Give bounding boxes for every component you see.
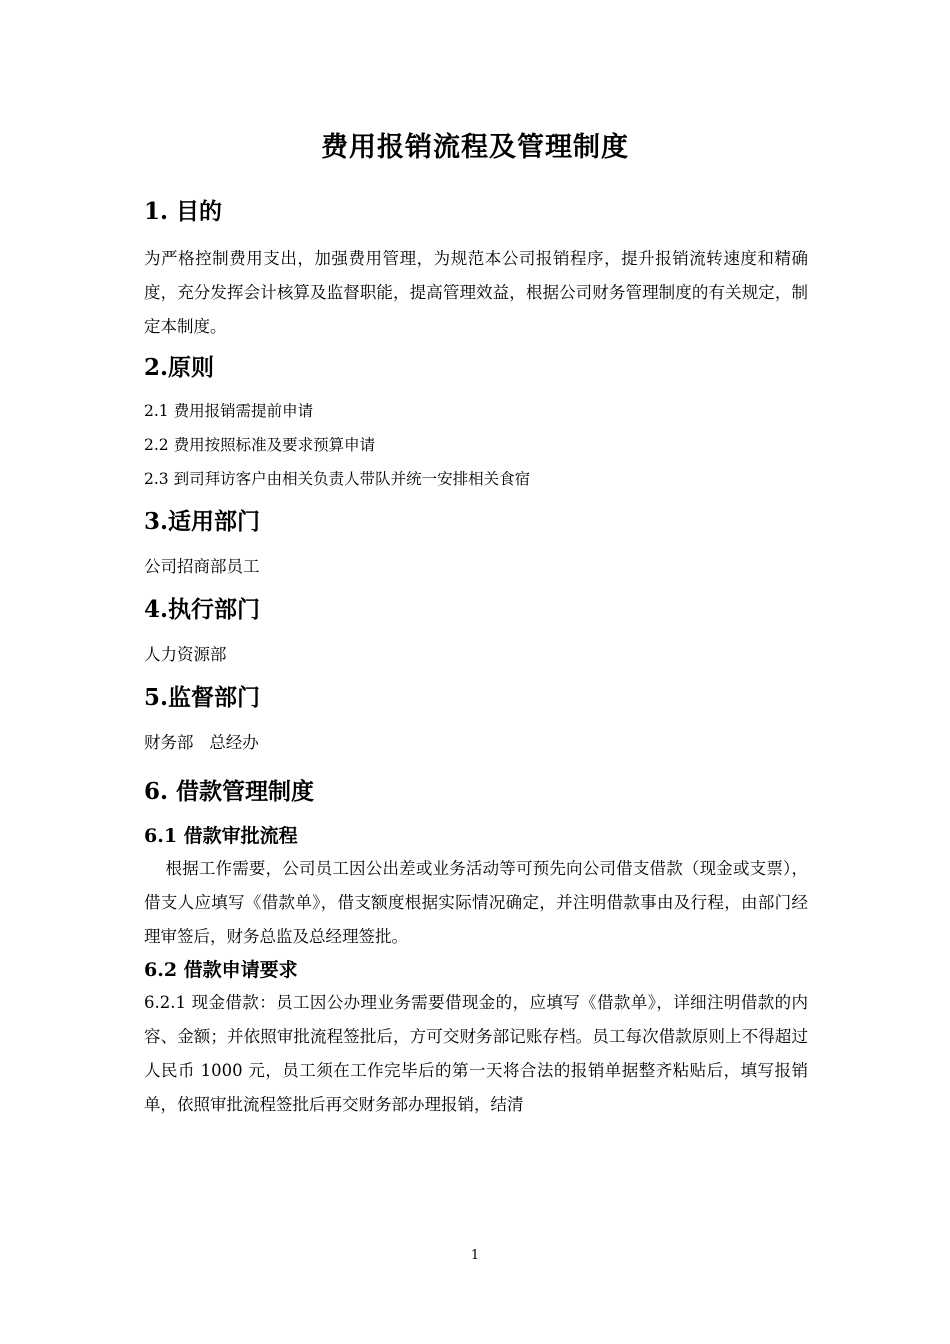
section-body-purpose: 为严格控制费用支出，加强费用管理，为规范本公司报销程序，提升报销流转速度和精确度，充分发挥会计核算及监督职能，提高管理效益，根据公司财务管理制度的有关规定，制定本制度。 <box>144 249 808 336</box>
subsection-body-loan-requirements: 6.2.1 现金借款：员工因公办理业务需要借现金的，应填写《借款单》，详细注明借款的内容、金额；并依照审批流程签批后，方可交财务部记账存档。员工每次借款原则上不得超过人民币 1000 元，员工须在工作完毕后的第一天将合法的报销单据整齐粘贴后，填写报销单，依照审批流程签批后再交财务部办理报销，结清 <box>144 993 808 1114</box>
section-heading-principle: 2.原则 <box>144 354 215 381</box>
principle-item: 2.3 到司拜访客户由相关负责人带队并统一安排相关食宿 <box>144 470 531 488</box>
page-number: 1 <box>470 1248 480 1263</box>
principle-list <box>144 394 808 496</box>
section-purpose <box>144 192 808 344</box>
subsection-heading-loan-approval: 6.1 借款审批流程 <box>144 825 298 847</box>
section-body-applicable: 公司招商部员工 <box>144 557 260 576</box>
section-supervision <box>144 678 808 760</box>
principle-item: 2.1 费用报销需提前申请 <box>144 402 314 420</box>
subsection-loan-requirements <box>144 954 808 1122</box>
subsection-body-loan-approval: 根据工作需要，公司员工因公出差或业务活动等可预先向公司借支借款（现金或支票），借支人应填写《借款单》，借支额度根据实际情况确定，并注明借款事由及行程，由部门经理审签后，财务总监及总经理签批。 <box>144 859 808 946</box>
section-heading-executive: 4.执行部门 <box>144 596 261 623</box>
section-loan <box>144 772 808 1122</box>
section-heading-loan: 6. 借款管理制度 <box>144 778 315 805</box>
section-executive <box>144 590 808 672</box>
section-heading-supervision: 5.监督部门 <box>144 684 261 711</box>
section-body-supervision: 财务部 总经办 <box>144 733 259 752</box>
section-heading-purpose: 1. 目的 <box>144 198 223 225</box>
subsection-heading-loan-requirements: 6.2 借款申请要求 <box>144 959 298 981</box>
document-content <box>144 192 808 1122</box>
section-heading-applicable: 3.适用部门 <box>144 508 261 535</box>
document-title: 费用报销流程及管理制度 <box>321 132 629 163</box>
subsection-loan-approval <box>144 820 808 954</box>
section-body-executive: 人力资源部 <box>144 645 227 664</box>
section-principle <box>144 348 808 496</box>
principle-item: 2.2 费用按照标准及要求预算申请 <box>144 436 376 454</box>
section-applicable <box>144 502 808 584</box>
